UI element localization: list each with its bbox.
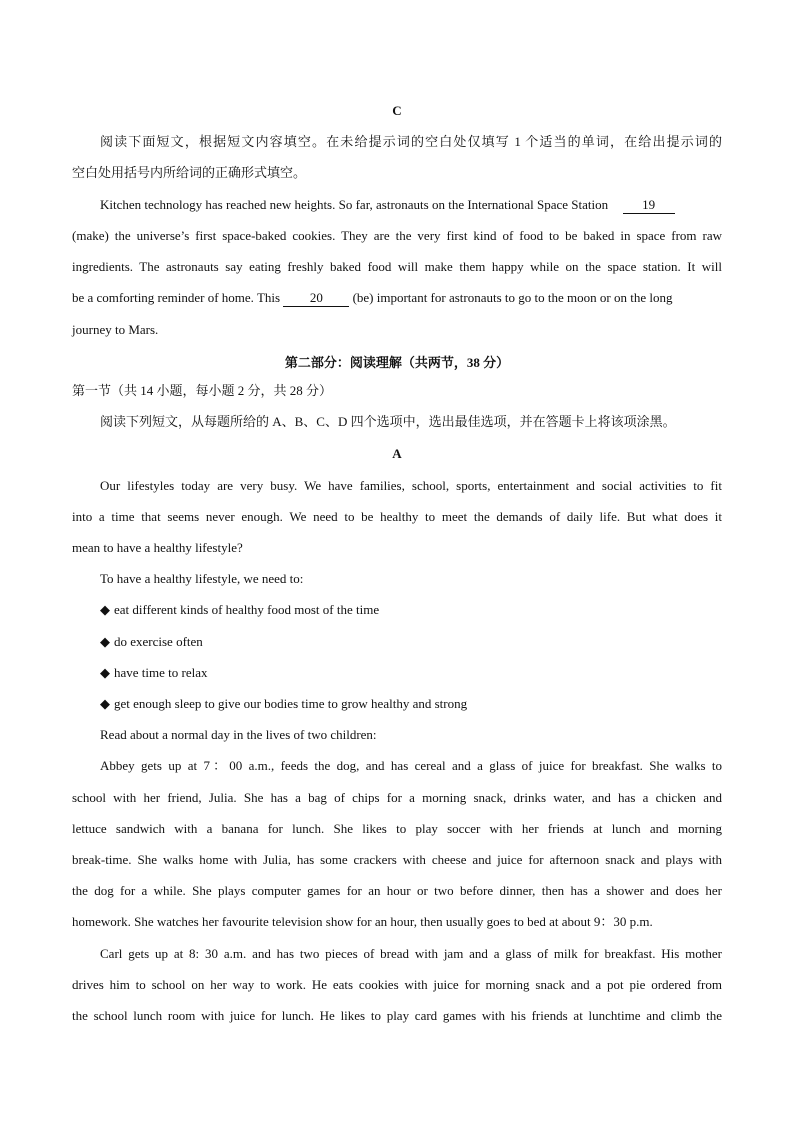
- abbey-line-1: Abbey gets up at 7：00 a.m., feeds the dog, and has cereal and a glass of juice for breakfast. She walks to: [100, 758, 722, 773]
- bullet-item: [100, 665, 722, 681]
- passage-a-intro-line-1: Our lifestyles today are very busy. We have families, school, sports, entertainment and social activities to fit: [100, 478, 722, 493]
- passage-c-line-4-text-a: be a comforting reminder of home. This: [72, 290, 281, 305]
- carl-line-2: drives him to school on her way to work. He eats cookies with juice for morning snack and a pot pie ordered from: [72, 977, 722, 992]
- passage-a-need-to: To have a healthy lifestyle, we need to:: [100, 571, 304, 586]
- part-2-instruction: 阅读下列短文，从每题所给的 A、B、C、D 四个选项中，选出最佳选项，并在答题卡上将该项涂黑。: [100, 414, 676, 429]
- passage-c-line-5: journey to Mars.: [72, 322, 159, 337]
- bullet-item: [100, 634, 722, 650]
- diamond-bullet-icon: ◆: [100, 696, 110, 711]
- bullet-item: [100, 602, 722, 618]
- passage-c-line-2: (make) the universe’s first space-baked cookies. They are the very first kind of food to be baked in space from raw: [72, 228, 722, 243]
- bullet-text: have time to relax: [114, 665, 208, 680]
- passage-a-intro-line-3: mean to have a healthy lifestyle?: [72, 540, 243, 555]
- bullet-text: eat different kinds of healthy food most of the time: [114, 602, 380, 617]
- passage-c-line-3: ingredients. The astronauts say eating freshly baked food will make them happy while on the space station. It will: [72, 259, 722, 274]
- passage-a-heading: A: [392, 446, 402, 461]
- bullet-text: get enough sleep to give our bodies time to grow healthy and strong: [114, 696, 468, 711]
- passage-a-read-about: Read about a normal day in the lives of two children:: [100, 727, 377, 742]
- passage-c-line-1: [100, 197, 722, 214]
- passage-c-line-4-text-b: (be) important for astronauts to go to the moon or on the long: [352, 290, 673, 305]
- section-c-heading: C: [392, 103, 402, 118]
- bullet-item: [100, 696, 722, 712]
- blank-20[interactable]: 20: [283, 290, 349, 307]
- passage-c-line-4: [72, 290, 722, 307]
- abbey-line-6: homework. She watches her favourite television show for an hour, then usually goes to bed at about 9：30 p.m.: [72, 914, 653, 929]
- blank-19[interactable]: 19: [623, 197, 675, 214]
- abbey-line-4: break-time. She walks home with Julia, has some crackers with cheese and juice for afternoon snack and plays with: [72, 852, 722, 867]
- diamond-bullet-icon: ◆: [100, 634, 110, 649]
- section-c-instruction-line-2: 空白处用括号内所给词的正确形式填空。: [72, 165, 307, 180]
- section-c-instruction-line-1: 阅读下面短文，根据短文内容填空。在未给提示词的空白处仅填写 1 个适当的单词，在给出提示词的: [100, 134, 722, 149]
- diamond-bullet-icon: ◆: [100, 602, 110, 617]
- part-2-section-1: 第一节（共 14 小题，每小题 2 分，共 28 分）: [72, 383, 333, 398]
- abbey-line-2: school with her friend, Julia. She has a bag of chips for a morning snack, drinks water, and has a chicken and: [72, 790, 722, 805]
- abbey-line-3: lettuce sandwich with a banana for lunch. She likes to play soccer with her friends at lunch and morning: [72, 821, 722, 836]
- passage-a-intro-line-2: into a time that seems never enough. We need to be healthy to meet the demands of daily life. But what does it: [72, 509, 722, 524]
- passage-c-line-1-text: Kitchen technology has reached new heights. So far, astronauts on the International Space Station: [100, 197, 609, 212]
- part-2-heading: 第二部分：阅读理解（共两节，38 分）: [284, 355, 510, 370]
- bullet-text: do exercise often: [114, 634, 203, 649]
- diamond-bullet-icon: ◆: [100, 665, 110, 680]
- carl-line-1: Carl gets up at 8: 30 a.m. and has two pieces of bread with jam and a glass of milk for breakfast. His mother: [100, 946, 722, 961]
- abbey-line-5: the dog for a while. She plays computer games for an hour or two before dinner, then has a shower and does her: [72, 883, 722, 898]
- carl-line-3: the school lunch room with juice for lunch. He likes to play card games with his friends at lunchtime and climb the: [72, 1008, 722, 1023]
